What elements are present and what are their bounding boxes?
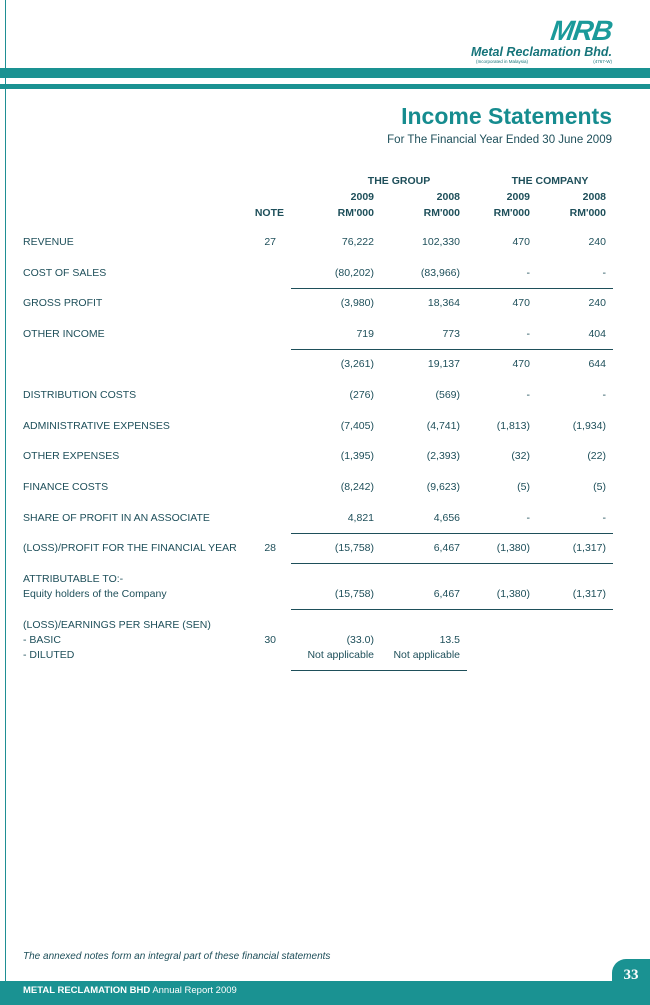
logo-company-name: Metal Reclamation Bhd. [471,45,612,59]
row-value: (569) [435,389,460,401]
row-value: - [602,389,606,401]
row-value: (1,380) [496,542,530,554]
unit-company-2009: RM'000 [493,207,530,219]
equity-company-2008: (1,317) [572,588,606,600]
row-value: (9,623) [426,481,460,493]
logo-subline [462,59,612,64]
row-value: 240 [588,236,606,248]
logo-mark: MRB [549,15,615,46]
year-group-2009: 2009 [350,191,374,203]
row-value: (1,813) [496,420,530,432]
eps-basic-label: - BASIC [23,634,61,646]
row-value: - [526,267,530,279]
row-value: (5) [593,481,606,493]
row-value: (4,741) [426,420,460,432]
row-value: - [602,267,606,279]
row-label: (LOSS)/PROFIT FOR THE FINANCIAL YEAR [23,542,237,554]
logo-company-no: (4767-W) [593,59,612,64]
row-value: - [602,512,606,524]
equity-label: Equity holders of the Company [23,588,167,600]
row-label: FINANCE COSTS [23,481,109,493]
row-value: - [526,389,530,401]
eps-basic-note: 30 [264,634,276,646]
row-value: 404 [588,328,606,340]
row-value: 18,364 [427,297,460,309]
row-value: 470 [512,236,530,248]
row-value: (276) [349,389,374,401]
equity-company-2009: (1,380) [496,588,530,600]
eps-diluted-2008: Not applicable [393,649,460,661]
row-value: (15,758) [334,542,374,554]
row-value: (80,202) [334,267,374,279]
footer-text [23,985,237,996]
row-label: REVENUE [23,236,74,248]
row-label: DISTRIBUTION COSTS [23,389,137,401]
equity-group-2008: 6,467 [433,588,460,600]
page-title: Income Statements [401,103,612,129]
row-value: (5) [517,481,530,493]
row-value: (83,966) [420,267,460,279]
eps-diluted-2009: Not applicable [307,649,374,661]
year-company-2008: 2008 [582,191,606,203]
year-company-2009: 2009 [506,191,530,203]
eps-diluted-label: - DILUTED [23,649,75,661]
row-value: 4,821 [347,512,374,524]
company-logo [462,15,615,64]
row-value: 470 [512,297,530,309]
row-value: (32) [511,450,530,462]
header-band-thick [0,68,650,78]
rule-eps [291,670,467,671]
unit-company-2008: RM'000 [569,207,606,219]
footer-report: Annual Report 2009 [152,985,237,996]
rule-gross-profit [291,288,613,289]
eps-basic-2009: (33.0) [346,634,374,646]
unit-group-2009: RM'000 [337,207,374,219]
rule-equity [291,609,613,610]
row-value: - [526,512,530,524]
rule-profit-bottom [291,563,613,564]
rule-subtotal [291,349,613,350]
row-value: 470 [512,358,530,370]
row-value: (22) [587,450,606,462]
row-note: 27 [264,236,276,248]
row-value: (1,934) [572,420,606,432]
eps-label: (LOSS)/EARNINGS PER SHARE (SEN) [23,619,211,631]
note-heading: NOTE [254,207,284,219]
row-value: 76,222 [341,236,374,248]
company-heading: THE COMPANY [511,175,589,187]
attributable-label: ATTRIBUTABLE TO:- [23,573,124,585]
page-subtitle: For The Financial Year Ended 30 June 2009 [387,134,612,146]
row-value: 4,656 [433,512,460,524]
row-value: 240 [588,297,606,309]
left-margin-line [5,0,6,1005]
row-value: (1,395) [340,450,374,462]
row-value: - [526,328,530,340]
eps-basic-2008: 13.5 [439,634,460,646]
unit-group-2008: RM'000 [423,207,460,219]
row-label: OTHER INCOME [23,328,105,340]
group-heading: THE GROUP [367,175,431,187]
page-number: 33 [612,959,650,985]
footer-company: METAL RECLAMATION BHD [23,985,151,996]
row-label: ADMINISTRATIVE EXPENSES [23,420,170,432]
row-label: GROSS PROFIT [23,297,103,309]
row-value: 719 [356,328,374,340]
row-value: (3,980) [340,297,374,309]
row-value: (3,261) [340,358,374,370]
row-value: 102,330 [422,236,460,248]
year-group-2008: 2008 [436,191,460,203]
row-label: SHARE OF PROFIT IN AN ASSOCIATE [23,512,210,524]
row-value: (7,405) [340,420,374,432]
equity-group-2009: (15,758) [334,588,374,600]
row-value: 773 [442,328,460,340]
footnote: The annexed notes form an integral part of these financial statements [23,951,331,962]
row-value: (8,242) [340,481,374,493]
header-band-thin [0,84,650,89]
row-value: 6,467 [433,542,460,554]
logo-incorporation: (Incorporated in Malaysia) [476,59,529,64]
row-value: (2,393) [426,450,460,462]
row-value: (1,317) [572,542,606,554]
rule-profit-top [291,533,613,534]
row-label: COST OF SALES [23,267,107,279]
row-note: 28 [264,542,276,554]
row-value: 19,137 [427,358,460,370]
row-value: 644 [588,358,606,370]
row-label: OTHER EXPENSES [23,450,120,462]
